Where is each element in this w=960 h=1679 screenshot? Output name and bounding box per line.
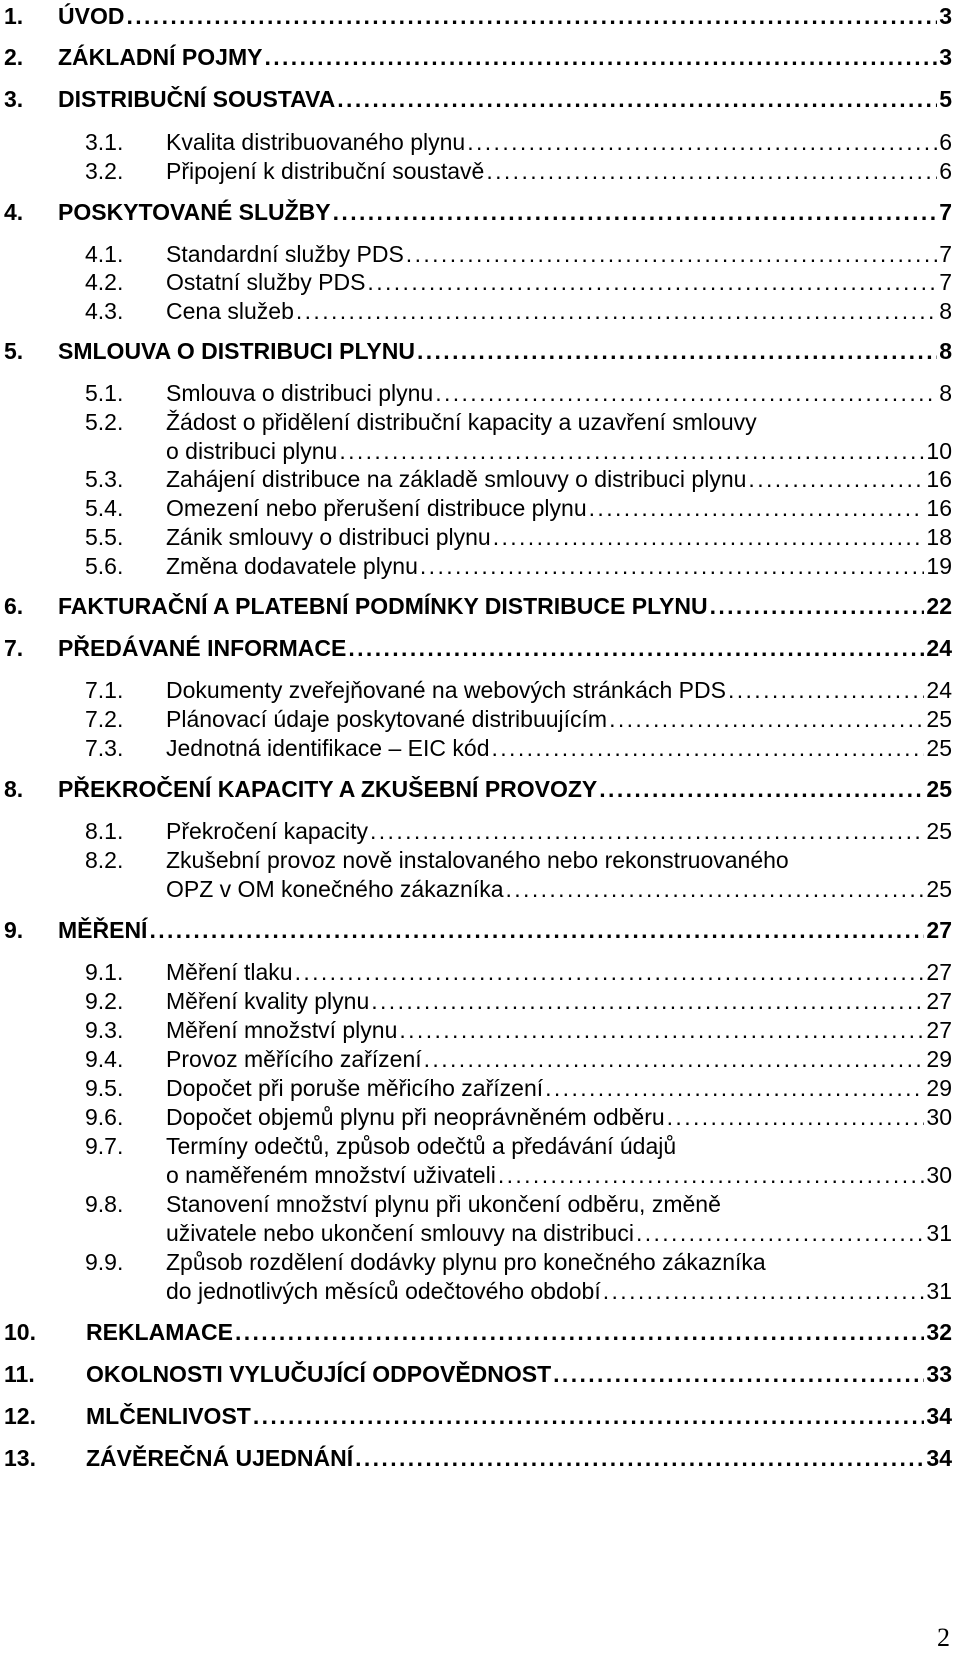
toc-page: 29: [926, 1046, 952, 1072]
toc-page: 24: [926, 677, 952, 703]
dot-leader: [370, 817, 924, 846]
dot-leader: [609, 705, 924, 734]
dot-leader: [553, 1360, 924, 1389]
toc-title: Omezení nebo přerušení distribuce plynu: [166, 495, 587, 521]
dot-leader: [337, 85, 937, 114]
toc-number: 9.9.: [85, 1249, 124, 1275]
dot-leader: [367, 268, 937, 297]
toc-page: 24: [926, 635, 952, 661]
toc-page: 8: [939, 338, 952, 364]
dot-leader: [636, 1219, 924, 1248]
toc-page: 25: [926, 735, 952, 761]
toc-title: ZÁVĚREČNÁ UJEDNÁNÍ: [86, 1445, 354, 1471]
toc-page: 27: [926, 988, 952, 1014]
toc-page: 16: [926, 495, 952, 521]
toc-number: 8.: [4, 776, 24, 802]
toc-title: OKOLNOSTI VYLUČUJÍCÍ ODPOVĚDNOST: [86, 1361, 552, 1387]
dot-leader: [491, 734, 924, 763]
toc-title: o distribuci plynu: [166, 438, 338, 464]
toc-title: Připojení k distribuční soustavě: [166, 158, 485, 184]
dot-leader: [126, 2, 937, 31]
dot-leader: [667, 1103, 925, 1132]
toc-number: 4.1.: [85, 241, 124, 267]
dot-leader: [348, 634, 924, 663]
toc-page: 6: [939, 158, 952, 184]
toc-title: SMLOUVA O DISTRIBUCI PLYNU: [58, 338, 415, 364]
toc-number: 7.1.: [85, 677, 124, 703]
dot-leader: [435, 379, 937, 408]
toc-number: 9.1.: [85, 959, 124, 985]
dot-leader: [339, 437, 924, 466]
toc-number: 3.1.: [85, 129, 124, 155]
toc-number: 4.3.: [85, 298, 124, 324]
dot-leader: [399, 1016, 924, 1045]
toc-title: OPZ v OM konečného zákazníka: [166, 876, 504, 902]
toc-title: Změna dodavatele plynu: [166, 553, 418, 579]
dot-leader: [417, 337, 937, 366]
dot-leader: [296, 297, 937, 326]
toc-page: 30: [926, 1162, 952, 1188]
toc-number: 2.: [4, 44, 24, 70]
dot-leader: [406, 240, 937, 269]
toc-title: Zahájení distribuce na základě smlouvy o distribuci plynu: [166, 466, 747, 492]
toc-title: PŘEDÁVANÉ INFORMACE: [58, 635, 347, 661]
toc-title: MLČENLIVOST: [86, 1403, 251, 1429]
toc-page: 16: [926, 466, 952, 492]
dot-leader: [493, 523, 925, 552]
toc-title: do jednotlivých měsíců odečtového období: [166, 1278, 601, 1304]
toc-page: 31: [926, 1220, 952, 1246]
toc-title: Cena služeb: [166, 298, 294, 324]
toc-page: 27: [926, 917, 952, 943]
toc-page: 7: [939, 199, 952, 225]
toc-title: ÚVOD: [58, 3, 125, 29]
dot-leader: [264, 43, 937, 72]
toc-page: 27: [926, 959, 952, 985]
toc-title: Měření kvality plynu: [166, 988, 370, 1014]
dot-leader: [371, 987, 924, 1016]
toc-number: 9.: [4, 917, 24, 943]
toc-title: ZÁKLADNÍ POJMY: [58, 44, 263, 70]
toc-title-line1: Stanovení množství plynu při ukončení odběru, změně: [166, 1191, 721, 1217]
toc-title: PŘEKROČENÍ KAPACITY A ZKUŠEBNÍ PROVOZY: [58, 776, 598, 802]
toc-page: 3: [939, 3, 952, 29]
toc-title-line1: Žádost o přidělení distribuční kapacity a uzavření smlouvy: [166, 409, 757, 435]
toc-page: 25: [926, 776, 952, 802]
toc-title: Standardní služby PDS: [166, 241, 404, 267]
toc-number: 9.4.: [85, 1046, 124, 1072]
toc-title: Měření množství plynu: [166, 1017, 398, 1043]
toc-number: 11.: [4, 1361, 35, 1387]
toc-title: Překročení kapacity: [166, 818, 368, 844]
dot-leader: [710, 592, 925, 621]
dot-leader: [728, 676, 924, 705]
toc-page: 10: [926, 438, 952, 464]
dot-leader: [149, 916, 924, 945]
toc-title: REKLAMACE: [86, 1319, 233, 1345]
toc-number: 4.2.: [85, 269, 124, 295]
dot-leader: [498, 1161, 925, 1190]
toc-page: 32: [926, 1319, 952, 1345]
toc-title: uživatele nebo ukončení smlouvy na distribuci: [166, 1220, 634, 1246]
page-number: 2: [937, 1623, 950, 1652]
toc-number: 3.2.: [85, 158, 124, 184]
toc-number: 5.3.: [85, 466, 124, 492]
toc-number: 9.6.: [85, 1104, 124, 1130]
toc-title: Zánik smlouvy o distribuci plynu: [166, 524, 491, 550]
toc-page: 30: [926, 1104, 952, 1130]
toc-number: 3.: [4, 86, 24, 112]
toc-page: 5: [939, 86, 952, 112]
dot-leader: [467, 128, 937, 157]
toc-number: 8.2.: [85, 847, 124, 873]
toc-page: 7: [939, 269, 952, 295]
toc-title-line1: Zkušební provoz nově instalovaného nebo rekonstruovaného: [166, 847, 789, 873]
toc-title: Jednotná identifikace – EIC kód: [166, 735, 490, 761]
toc-page: 6: [939, 129, 952, 155]
toc-number: 7.2.: [85, 706, 124, 732]
dot-leader: [599, 775, 924, 804]
toc-title: Dopočet objemů plynu při neoprávněném odběru: [166, 1104, 665, 1130]
toc-title: Plánovací údaje poskytované distribuujícím: [166, 706, 608, 732]
toc-page: 18: [926, 524, 952, 550]
toc-title: FAKTURAČNÍ A PLATEBNÍ PODMÍNKY DISTRIBUCE PLYNU: [58, 593, 708, 619]
toc-number: 7.3.: [85, 735, 124, 761]
toc-number: 6.: [4, 593, 24, 619]
toc-page: 34: [926, 1403, 952, 1429]
toc-title: POSKYTOVANÉ SLUŽBY: [58, 199, 331, 225]
toc-title: Kvalita distribuovaného plynu: [166, 129, 466, 155]
toc-page: 31: [926, 1278, 952, 1304]
toc-number: 7.: [4, 635, 24, 661]
toc-page: 7: [939, 241, 952, 267]
toc-page: 33: [926, 1361, 952, 1387]
toc-number: 13.: [4, 1445, 36, 1471]
toc-number: 5.2.: [85, 409, 124, 435]
dot-leader: [506, 875, 925, 904]
toc-number: 9.2.: [85, 988, 124, 1014]
toc-page: 25: [926, 876, 952, 902]
toc-title-line1: Termíny odečtů, způsob odečtů a předávání údajů: [166, 1133, 677, 1159]
dot-leader: [545, 1074, 924, 1103]
dot-leader: [420, 552, 925, 581]
toc-number: 5.1.: [85, 380, 124, 406]
toc-number: 9.8.: [85, 1191, 124, 1217]
toc-number: 4.: [4, 199, 24, 225]
dot-leader: [424, 1045, 925, 1074]
toc-number: 9.3.: [85, 1017, 124, 1043]
toc-number: 10.: [4, 1319, 36, 1345]
toc-title: MĚŘENÍ: [58, 917, 148, 943]
toc-number: 8.1.: [85, 818, 124, 844]
toc-page: 25: [926, 706, 952, 732]
toc-page: 34: [926, 1445, 952, 1471]
toc-number: 5.: [4, 338, 24, 364]
toc-number: 9.7.: [85, 1133, 124, 1159]
toc-page: 27: [926, 1017, 952, 1043]
dot-leader: [748, 465, 924, 494]
toc-title: Ostatní služby PDS: [166, 269, 366, 295]
toc-title: o naměřeném množství uživateli: [166, 1162, 496, 1188]
dot-leader: [486, 157, 937, 186]
dot-leader: [235, 1318, 924, 1347]
dot-leader: [333, 198, 938, 227]
toc-number: 5.4.: [85, 495, 124, 521]
toc-title: Dokumenty zveřejňované na webových stránkách PDS: [166, 677, 726, 703]
toc-title: Dopočet při poruše měřicího zařízení: [166, 1075, 544, 1101]
toc-title: Provoz měřícího zařízení: [166, 1046, 422, 1072]
dot-leader: [295, 958, 925, 987]
toc-title: Měření tlaku: [166, 959, 293, 985]
toc-page: 8: [939, 298, 952, 324]
toc-page: 19: [926, 553, 952, 579]
toc-title-line1: Způsob rozdělení dodávky plynu pro konečného zákazníka: [166, 1249, 766, 1275]
toc-number: 12.: [4, 1403, 36, 1429]
dot-leader: [603, 1277, 925, 1306]
toc-page: 29: [926, 1075, 952, 1101]
toc-page: 22: [926, 593, 952, 619]
toc-number: 1.: [4, 3, 24, 29]
toc-number: 5.5.: [85, 524, 124, 550]
toc-title: DISTRIBUČNÍ SOUSTAVA: [58, 86, 336, 112]
dot-leader: [355, 1444, 924, 1473]
toc-page: 8: [939, 380, 952, 406]
dot-leader: [253, 1402, 925, 1431]
toc-title: Smlouva o distribuci plynu: [166, 380, 434, 406]
toc-number: 9.5.: [85, 1075, 124, 1101]
toc-page: 25: [926, 818, 952, 844]
toc-page: 3: [939, 44, 952, 70]
toc-number: 5.6.: [85, 553, 124, 579]
dot-leader: [589, 494, 925, 523]
